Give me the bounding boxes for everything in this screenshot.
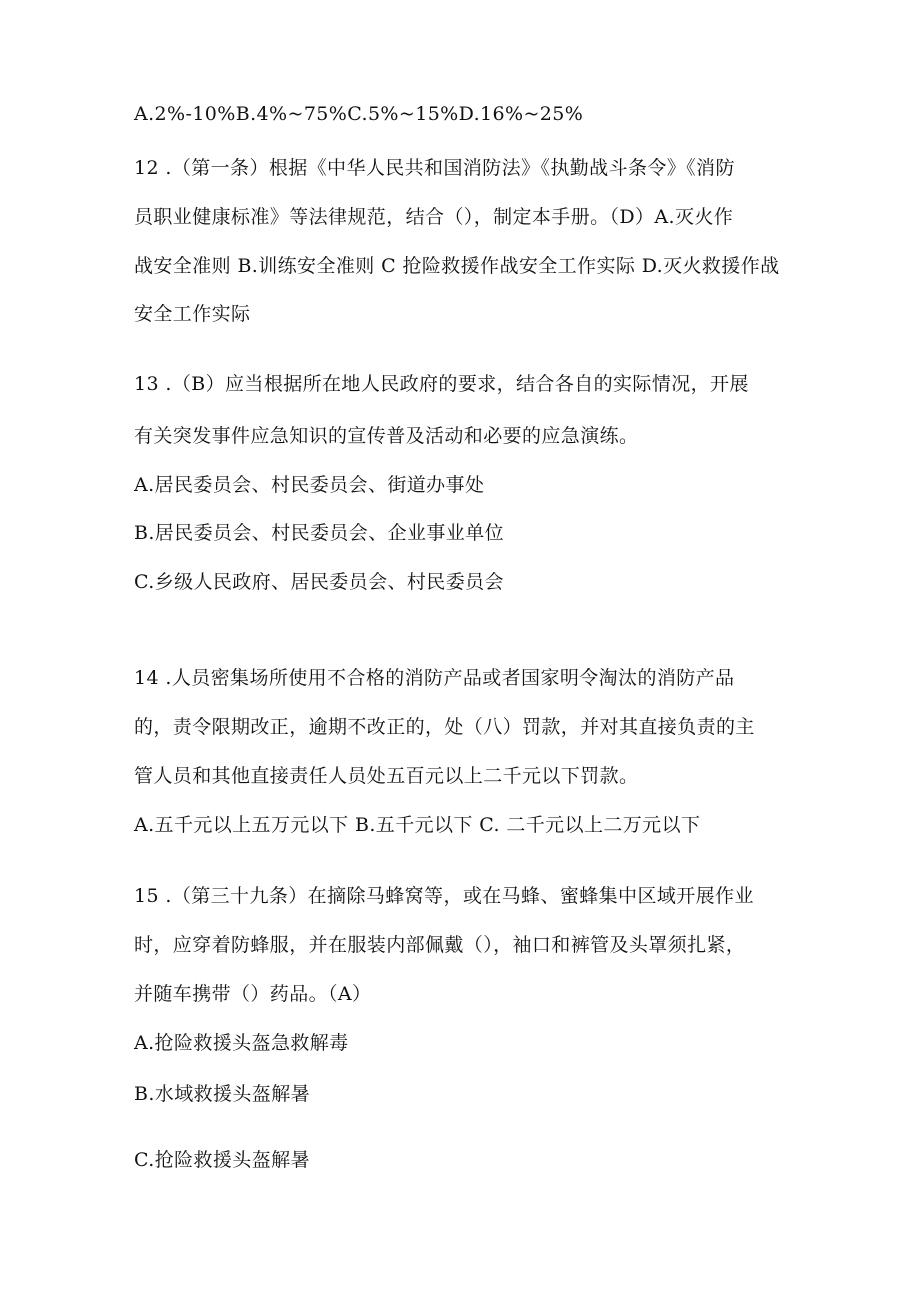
q15-text-line-3: 并随车携带（）药品。（A） (134, 983, 372, 1005)
q15-option-b: B.水域救援头盔解暑 (134, 1083, 311, 1105)
q14-text-line-1: 14 .人员密集场所使用不合格的消防产品或者国家明令淘汰的消防产品 (134, 667, 735, 689)
q14-options: A.五千元以上五万元以下 B.五千元以下 C. 二千元以上二万元以下 (134, 814, 701, 836)
q13-text-line-2: 有关突发事件应急知识的宣传普及活动和必要的应急演练。 (134, 425, 639, 447)
q12-text-line-1: 12 .（第一条）根据《中华人民共和国消防法》《执勤战斗条令》《消防 (134, 157, 735, 179)
q15-option-a: A.抢险救援头盔急救解毒 (134, 1032, 349, 1054)
q13-option-b: B.居民委员会、村民委员会、企业事业单位 (134, 522, 505, 544)
q12-text-line-3: 战安全准则 B.训练安全准则 C 抢险救援作战安全工作实际 D.灭火救援作战 (134, 255, 780, 277)
q15-option-c: C.抢险救援头盔解暑 (134, 1149, 310, 1171)
q15-text-line-2: 时，应穿着防蜂服，并在服装内部佩戴（），袖口和裤管及头罩须扎紧， (134, 934, 746, 956)
q12-text-line-2: 员职业健康标准》等法律规范，结合（），制定本手册。（D）A.灭火作 (134, 206, 734, 228)
q14-text-line-3: 管人员和其他直接责任人员处五百元以上二千元以下罚款。 (134, 765, 639, 787)
q12-text-line-4: 安全工作实际 (134, 303, 251, 325)
q13-text-line-1: 13 .（B）应当根据所在地人民政府的要求，结合各自的实际情况，开展 (134, 373, 749, 395)
q13-option-c: C.乡级人民政府、居民委员会、村民委员会 (134, 571, 504, 593)
q15-text-line-1: 15 .（第三十九条）在摘除马蜂窝等，或在马蜂、蜜蜂集中区域开展作业 (134, 885, 754, 907)
q14-text-line-2: 的，责令限期改正，逾期不改正的，处（八）罚款，并对其直接负责的主 (134, 716, 755, 738)
q11-options: A.2%-10%B.4%~75%C.5%~15%D.16%~25% (134, 103, 584, 125)
q13-option-a: A.居民委员会、村民委员会、街道办事处 (134, 474, 485, 496)
